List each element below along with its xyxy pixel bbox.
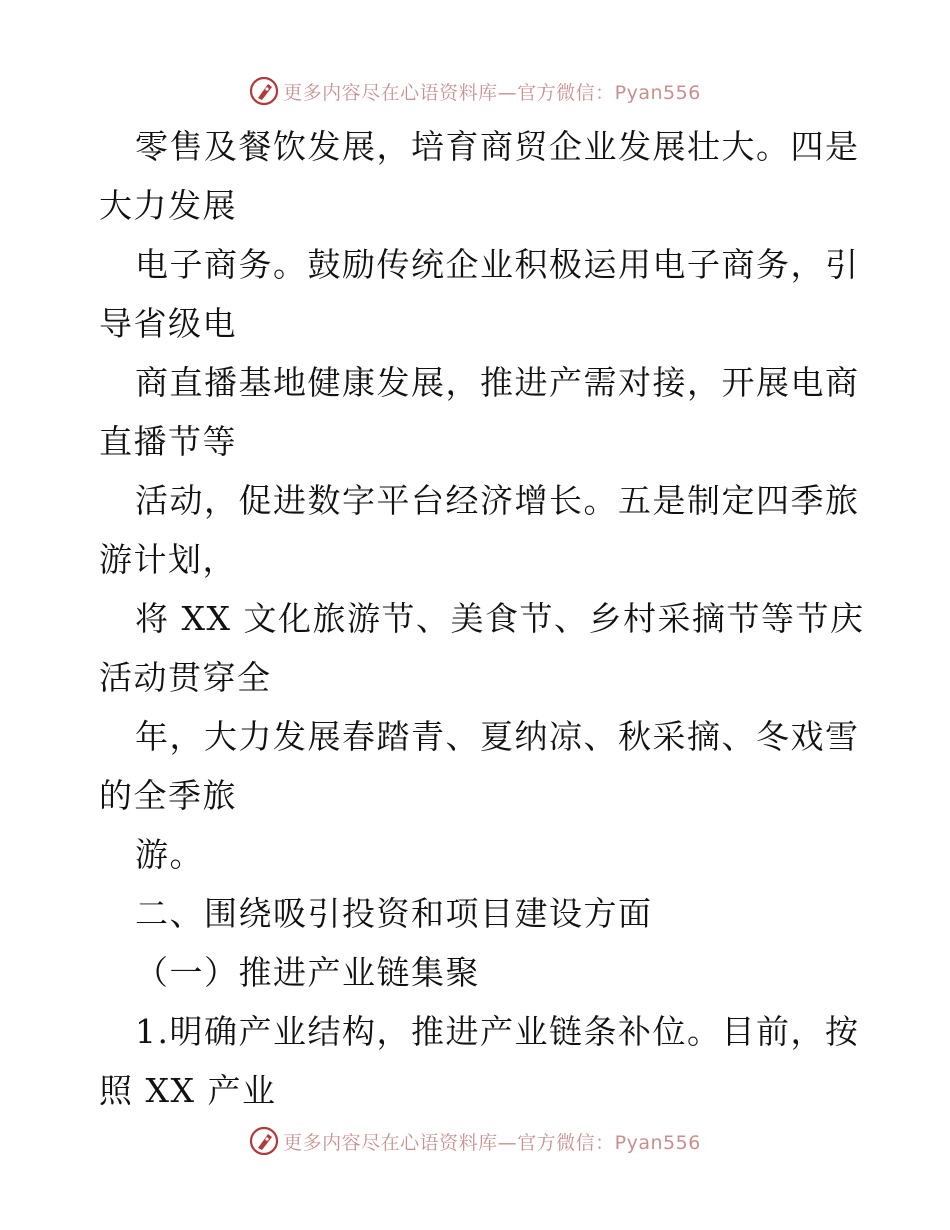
text-line: 电子商务。鼓励传统企业积极运用电子商务，引 — [135, 245, 860, 284]
text-line: 零售及餐饮发展，培育商贸企业发展壮大。四是 — [135, 127, 860, 166]
footer-banner — [0, 1121, 950, 1161]
text-line: 活动贯穿全 — [99, 658, 272, 697]
text-line: 游计划， — [99, 540, 237, 579]
header-banner — [0, 71, 950, 111]
text-line: 1.明确产业结构，推进产业链条补位。目前，按 — [135, 1012, 860, 1051]
subsection-heading: （一）推进产业链集聚 — [135, 953, 480, 992]
section-heading: 二、围绕吸引投资和项目建设方面 — [135, 894, 653, 933]
text-line: 商直播基地健康发展，推进产需对接，开展电商 — [135, 363, 860, 402]
text-line: 将 XX 文化旅游节、美食节、乡村采摘节等节庆 — [135, 599, 865, 638]
text-line: 年，大力发展春踏青、夏纳凉、秋采摘、冬戏雪 — [135, 717, 860, 756]
footer-banner-text: 更多内容尽在心语资料库—官方微信：Pyan556 — [283, 1131, 701, 1154]
text-line: 活动，促进数字平台经济增长。五是制定四季旅 — [135, 481, 860, 520]
text-line: 游。 — [135, 835, 204, 874]
pen-nib-logo-icon — [249, 1126, 279, 1156]
text-line: 的全季旅 — [99, 776, 237, 815]
pen-nib-logo-icon — [249, 76, 279, 106]
document-body — [99, 117, 865, 1120]
header-banner-text: 更多内容尽在心语资料库—官方微信：Pyan556 — [283, 81, 701, 104]
text-line: 照 XX 产业 — [99, 1071, 277, 1110]
text-line: 直播节等 — [99, 422, 237, 461]
text-line: 大力发展 — [99, 186, 237, 225]
text-line: 导省级电 — [99, 304, 237, 343]
